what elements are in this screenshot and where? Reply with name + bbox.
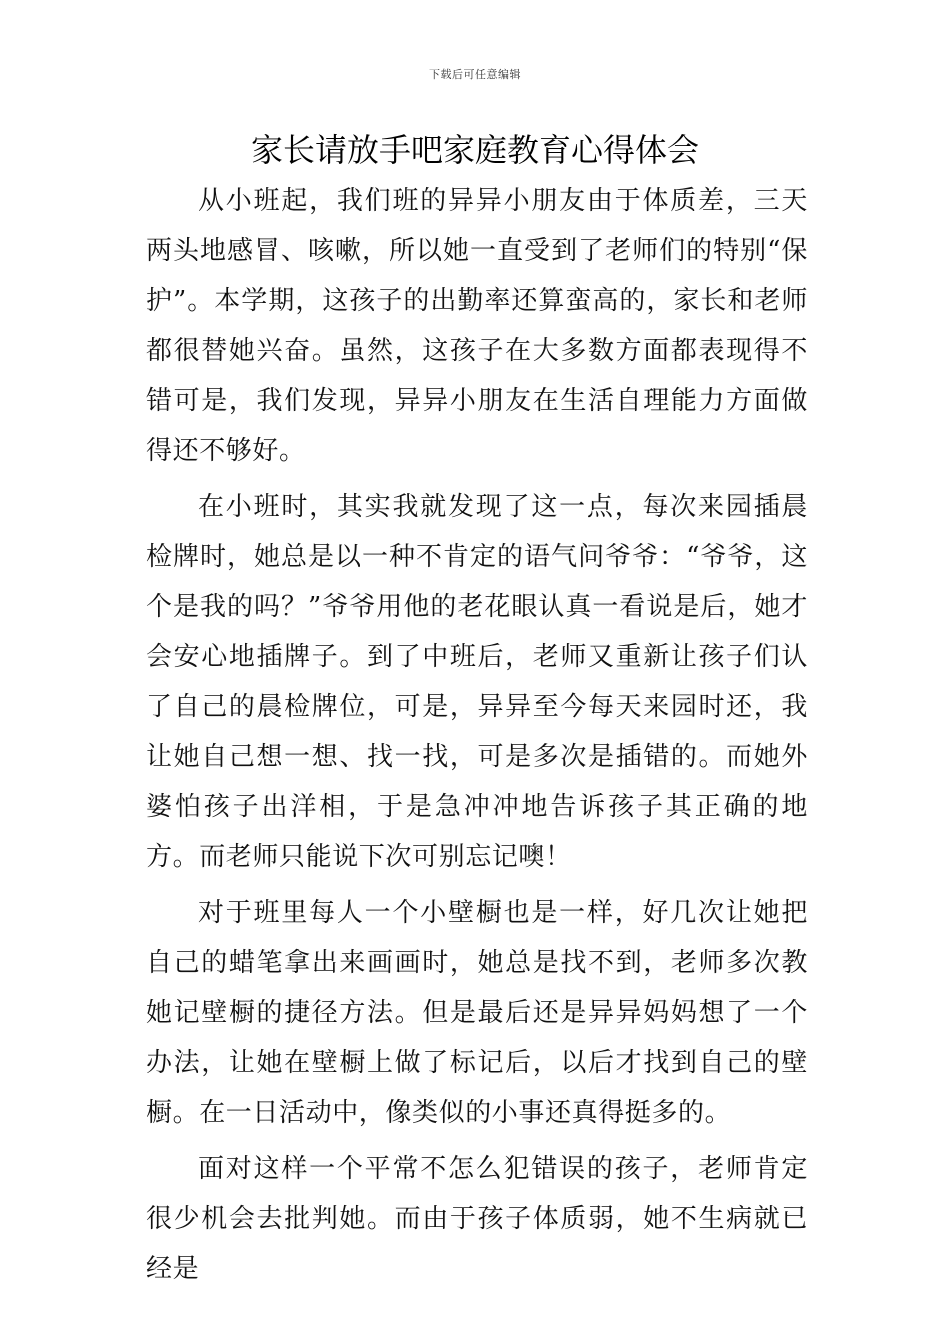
paragraph: 对于班里每人一个小壁橱也是一样，好几次让她把自己的蜡笔拿出来画画时，她总是找不到，老师多次教她记壁橱的捷径方法。但是最后还是异异妈妈想了一个办法，让她在壁橱上做了标记后，以后才找到自己的壁橱。在一日活动中，像类似的小事还真得挺多的。 <box>146 898 808 1128</box>
document-title: 家长请放手吧家庭教育心得体会 <box>250 131 699 169</box>
paragraph: 在小班时，其实我就发现了这一点，每次来园插晨检牌时，她总是以一种不肯定的语气问爷爷：“爷爷，这个是我的吗？”爷爷用他的老花眼认真一看说是后，她才会安心地插牌子。到了中班后，老师又重新让孩子们认了自己的晨检牌位，可是，异异至今每天来园时还，我让她自己想一想、找一找，可是多次是插错的。而她外婆怕孩子出洋相，于是急冲冲地告诉孩子其正确的地方。而老师只能说下次可别忘记噢！ <box>146 492 808 872</box>
paragraph: 面对这样一个平常不怎么犯错误的孩子，老师肯定很少机会去批判她。而由于孩子体质弱，她不生病就已经是 <box>146 1154 808 1284</box>
header-note: 下载后可任意编辑 <box>429 68 521 81</box>
document-body <box>146 176 808 1294</box>
paragraph: 从小班起，我们班的异异小朋友由于体质差，三天两头地感冒、咳嗽，所以她一直受到了老师们的特别“保护”。本学期，这孩子的出勤率还算蛮高的，家长和老师都很替她兴奋。虽然，这孩子在大多数方面都表现得不错可是，我们发现，异异小朋友在生活自理能力方面做得还不够好。 <box>146 186 808 466</box>
